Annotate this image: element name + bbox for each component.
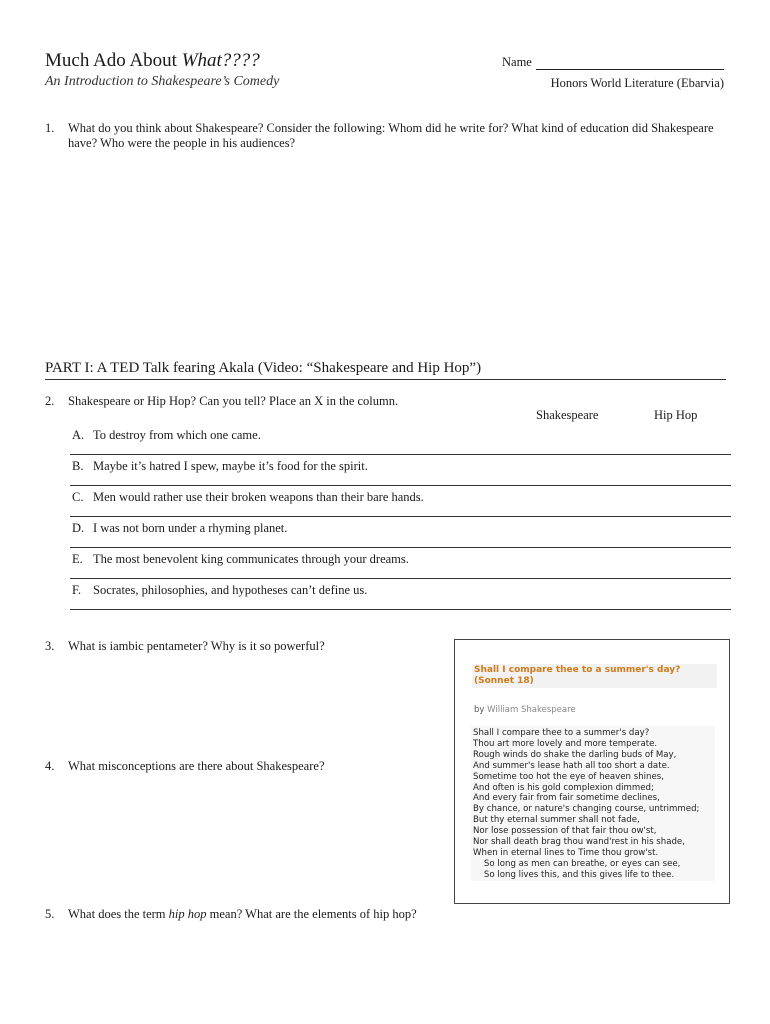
course-label: Honors World Literature (Ebarvia) bbox=[550, 76, 724, 90]
question-1 bbox=[45, 121, 728, 151]
question-number: 4. bbox=[45, 759, 55, 773]
column-header-shakespeare: Shakespeare bbox=[536, 408, 599, 422]
row-letter: A. bbox=[72, 428, 85, 442]
row-text: Maybe it’s hatred I spew, maybe it’s food for the spirit. bbox=[93, 459, 368, 473]
question-text bbox=[68, 907, 728, 922]
question-number: 5. bbox=[45, 907, 55, 921]
row-letter: D. bbox=[72, 521, 85, 535]
row-letter: F. bbox=[72, 583, 82, 597]
question-text-part: mean? What are the elements of hip hop? bbox=[206, 907, 417, 921]
row-text: I was not born under a rhyming planet. bbox=[93, 521, 288, 535]
question-text: What misconceptions are there about Shakespeare? bbox=[68, 759, 325, 773]
title-main: Much Ado About bbox=[45, 50, 182, 71]
name-label: Name bbox=[502, 55, 532, 69]
sonnet-text: Shall I compare thee to a summer's day? Thou art more lovely and more temperate. Rough winds do shake the darling buds of May, And summer's lease hath all too short a date. Sometime too hot the eye of heaven shines, And often is his gold complexion dimmed; And every fair from fair sometime declines, By chance, or nature's changing course, untrimmed; But thy eternal summer shall not fade, Nor lose possession of that fair thou ow'st, Nor shall death brag thou wand'rest in his shade, When in eternal lines to Time thou grow'st. So long as men can breathe, or eyes can see, So long lives this, and this gives life to thee. bbox=[471, 726, 715, 881]
quote-row bbox=[70, 517, 731, 548]
quote-row bbox=[70, 455, 731, 486]
question-text: What is iambic pentameter? Why is it so powerful? bbox=[68, 639, 325, 653]
question-4 bbox=[45, 759, 448, 774]
name-blank-line[interactable] bbox=[536, 57, 724, 70]
quote-row bbox=[70, 424, 731, 455]
row-text: To destroy from which one came. bbox=[93, 428, 261, 442]
sonnet-byline bbox=[474, 705, 576, 715]
sonnet-author: William Shakespeare bbox=[487, 705, 576, 715]
question-number: 1. bbox=[45, 121, 55, 135]
quote-row bbox=[70, 579, 731, 610]
question-text: Shakespeare or Hip Hop? Can you tell? Place an X in the column. bbox=[68, 394, 399, 408]
sonnet-box bbox=[454, 639, 730, 904]
question-3 bbox=[45, 639, 448, 654]
title-italic: What???? bbox=[181, 50, 260, 71]
question-5 bbox=[45, 907, 728, 922]
row-letter: C. bbox=[72, 490, 84, 504]
question-text: What do you think about Shakespeare? Consider the following: Whom did he write for? What kind of education did Shakespeare have? Who were the people in his audiences? bbox=[68, 121, 714, 150]
page-subtitle: An Introduction to Shakespeare’s Comedy bbox=[45, 74, 280, 89]
row-text: The most benevolent king communicates through your dreams. bbox=[93, 552, 409, 566]
quote-row bbox=[70, 548, 731, 579]
question-2 bbox=[45, 394, 728, 409]
name-field-row bbox=[502, 55, 724, 70]
question-number: 2. bbox=[45, 394, 55, 408]
question-text-part: What does the term bbox=[68, 907, 169, 921]
question-term-hiphop: hip hop bbox=[168, 907, 207, 921]
row-letter: E. bbox=[72, 552, 83, 566]
row-text: Men would rather use their broken weapons than their bare hands. bbox=[93, 490, 424, 504]
sonnet-title: Shall I compare thee to a summer's day? (Sonnet 18) bbox=[472, 664, 717, 688]
row-text: Socrates, philosophies, and hypotheses can’t define us. bbox=[93, 583, 368, 597]
row-letter: B. bbox=[72, 459, 84, 473]
quote-row bbox=[70, 486, 731, 517]
part-1-heading: PART I: A TED Talk fearing Akala (Video: “Shakespeare and Hip Hop”) bbox=[45, 360, 726, 380]
byline-prefix: by bbox=[474, 705, 488, 715]
page-title bbox=[45, 50, 260, 72]
question-number: 3. bbox=[45, 639, 55, 653]
column-header-hiphop: Hip Hop bbox=[654, 408, 698, 422]
